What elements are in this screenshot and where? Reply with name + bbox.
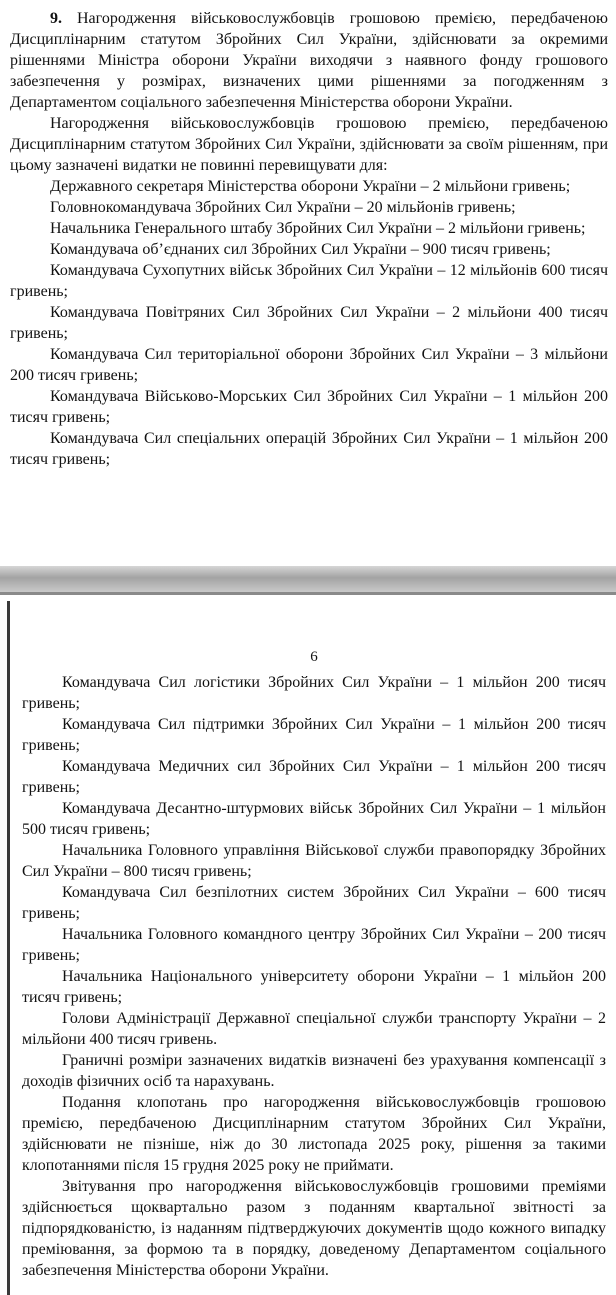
paragraph: Командувача Сил безпілотних систем Збройних Сил України – 600 тисяч гривень; <box>22 884 606 922</box>
page-5 <box>0 0 616 566</box>
paragraph: Командувача Військово-Морських Сил Збройних Сил України – 1 мільйон 200 тисяч гривень; <box>10 388 608 426</box>
page-number: 6 <box>310 649 318 665</box>
paragraph-clause-9 <box>10 8 608 113</box>
paragraph: Начальника Генерального штабу Збройних Сил України – 2 мільйони гривень; <box>50 220 586 237</box>
page-gap <box>0 566 616 592</box>
paragraph: Начальника Головного командного центру Збройних Сил України – 200 тисяч гривень; <box>22 926 606 964</box>
paragraph: Командувача Сил спеціальних операцій Збройних Сил України – 1 мільйон 200 тисяч гривень; <box>10 430 608 468</box>
paragraph: Нагородження військовослужбовців грошовою премією, передбаченою Дисциплінарним статутом Збройних Сил України, здійснювати за своїм рішенням, при цьому зазначені видатки не повинні перевищувати для: <box>10 115 608 174</box>
paragraph: Командувача Сил територіальної оборони Збройних Сил України – 3 мільйони 200 тисяч гривень; <box>10 346 608 384</box>
paragraph: Подання клопотань про нагородження військовослужбовців грошовою премією, передбаченою Дисциплінарним статутом Збройних Сил України, здійснювати не пізніше, ніж до 30 листопада 2025 року, рішення за такими клопотаннями після 15 грудня 2025 року не приймати. <box>22 1094 606 1174</box>
paragraph-text: Нагородження військовослужбовців грошовою премією, передбаченою Дисциплінарним статутом Збройних Сил України, здійснювати за окремими рішеннями Міністра оборони України виходячи з наявного фонду грошового забезпечення у розмірах, визначених цими рішеннями за погодженням з Департаментом соціального забезпечення Міністерства оборони України. <box>10 10 608 111</box>
page-edge-shadow <box>7 601 10 1295</box>
paragraph: Командувача Медичних сил Збройних Сил України – 1 мільйон 200 тисяч гривень; <box>22 758 606 796</box>
paragraph: Начальника Головного управління Військової служби правопорядку Збройних Сил України – 800 тисяч гривень; <box>22 842 606 880</box>
paragraph: Звітування про нагородження військовослужбовців грошовими преміями здійснюється щоквартально разом з поданням квартальної звітності за підпорядкованістю, із наданням підтверджуючих документів щодо кожного випадку преміювання, за формою та в порядку, доведеному Департаментом соціального забезпечення Міністерства оборони України. <box>22 1178 606 1279</box>
paragraph: Командувача об’єднаних сил Збройних Сил України – 900 тисяч гривень; <box>50 241 551 258</box>
paragraph: Головнокомандувача Збройних Сил України – 20 мільйонів гривень; <box>50 199 516 216</box>
clause-number: 9. <box>50 10 62 27</box>
paragraph: Голови Адміністрації Державної спеціальної служби транспорту України – 2 мільйони 400 тисяч гривень. <box>22 1010 606 1048</box>
paragraph: Граничні розміри зазначених видатків визначені без урахування компенсації з доходів фізичних осіб та нарахувань. <box>22 1052 606 1090</box>
paragraph: Начальника Національного університету оборони України – 1 мільйон 200 тисяч гривень; <box>22 968 606 1006</box>
paragraph: Командувача Десантно-штурмових військ Збройних Сил України – 1 мільйон 500 тисяч гривень; <box>22 800 606 838</box>
paragraph: Командувача Сил підтримки Збройних Сил України – 1 мільйон 200 тисяч гривень; <box>22 716 606 754</box>
paragraph: Командувача Сухопутних військ Збройних Сил України – 12 мільйонів 600 тисяч гривень; <box>10 262 608 300</box>
page-6 <box>0 592 616 1295</box>
paragraph: Державного секретаря Міністерства оборони України – 2 мільйони гривень; <box>50 178 571 195</box>
paragraph: Командувача Сил логістики Збройних Сил України – 1 мільйон 200 тисяч гривень; <box>22 674 606 712</box>
paragraph: Командувача Повітряних Сил Збройних Сил України – 2 мільйони 400 тисяч гривень; <box>10 304 608 342</box>
